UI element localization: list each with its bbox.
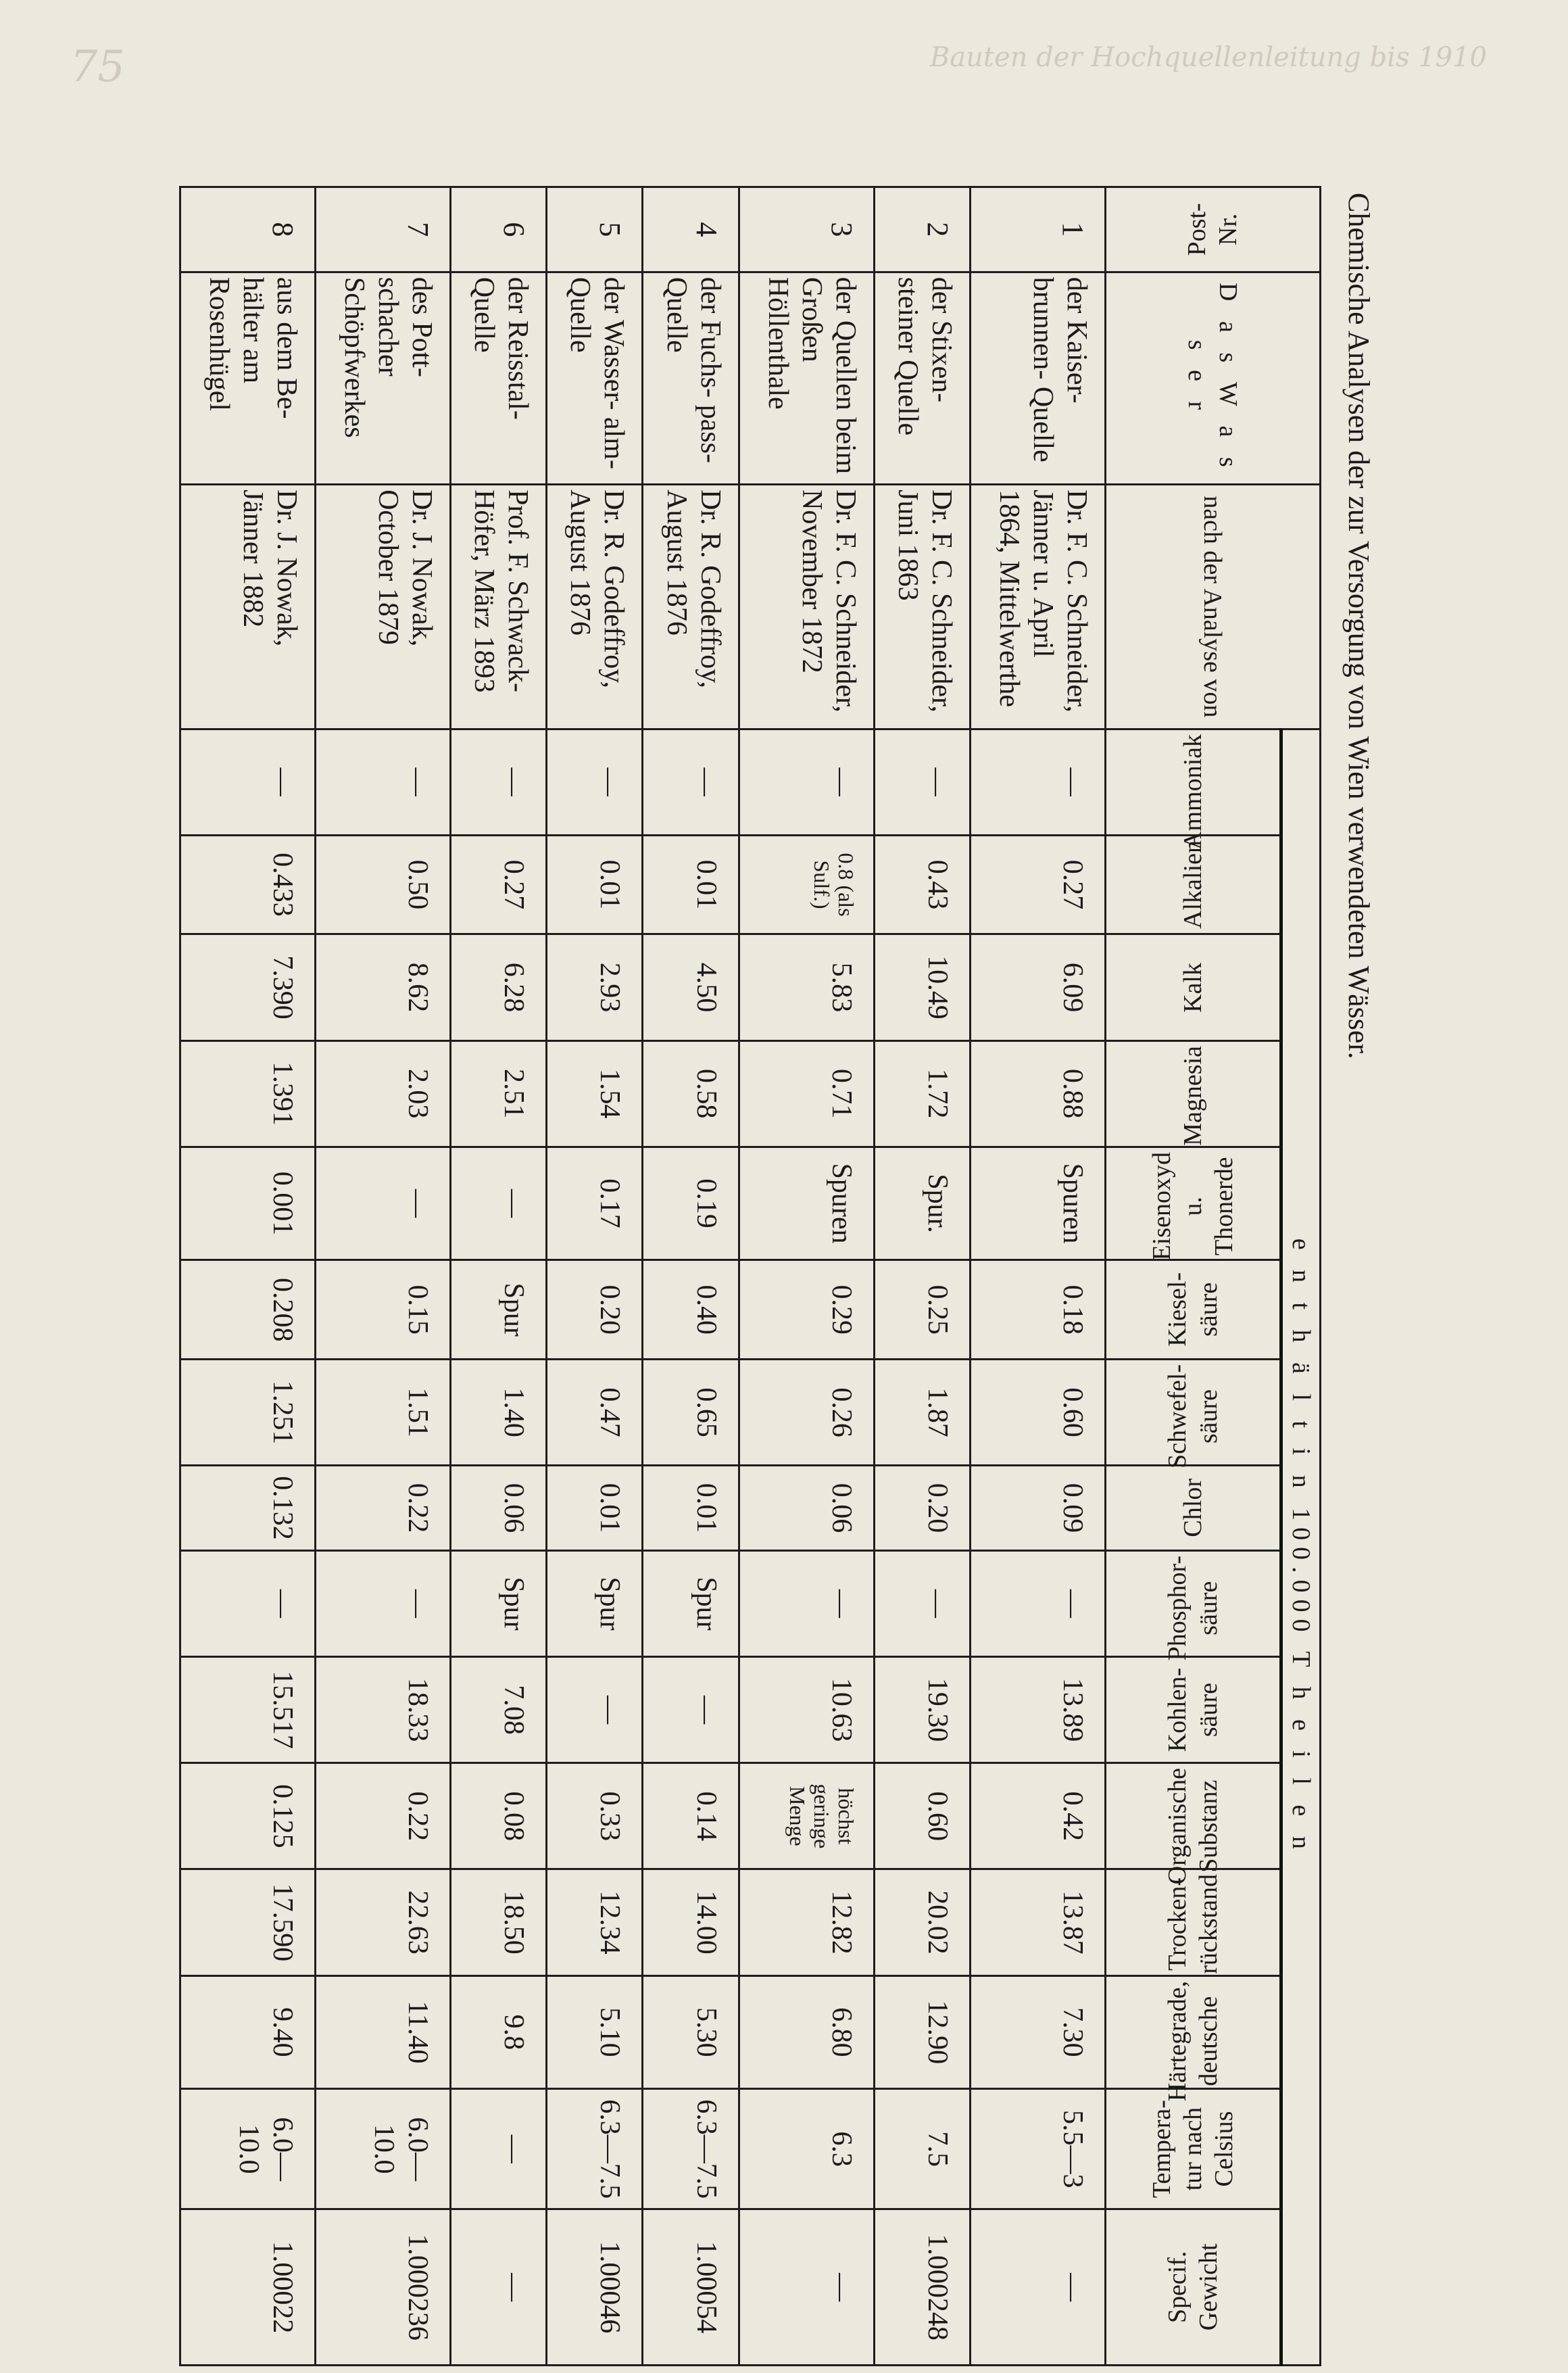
- value-cell: Spuren: [739, 1147, 874, 1260]
- header-das-wasser: D a s W a s s e r: [1106, 272, 1321, 484]
- value-cell: 0.22: [316, 1763, 451, 1869]
- value-cell: 0.71: [739, 1040, 874, 1147]
- value-cell: 2.93: [547, 934, 643, 1040]
- analysis-by: Dr. J. Nowak, October 1879: [316, 485, 451, 729]
- value-cell: 0.01: [547, 1466, 643, 1551]
- value-cell: 22.63: [316, 1869, 451, 1975]
- rotated-table-container: [176, 186, 1382, 2366]
- header-post-nr: Post-Nr.: [1106, 187, 1321, 272]
- value-cell: Spuren: [970, 1147, 1105, 1260]
- table-row: [739, 187, 874, 2366]
- value-cell: 1.00054: [643, 2209, 739, 2366]
- value-cell: 0.14: [643, 1763, 739, 1869]
- value-cell: 1.72: [874, 1040, 970, 1147]
- value-cell: 1.00046: [547, 2209, 643, 2366]
- value-cell: Spur: [451, 1550, 547, 1656]
- value-cell: 2.03: [316, 1040, 451, 1147]
- value-cell: —: [316, 1147, 451, 1260]
- value-cell: 5.30: [643, 1975, 739, 2089]
- value-cell: 12.90: [874, 1975, 970, 2089]
- value-cell: 5.5—3: [970, 2089, 1105, 2209]
- value-cell: 0.18: [970, 1260, 1105, 1360]
- value-cell: 0.20: [874, 1466, 970, 1551]
- table-row: [180, 187, 316, 2366]
- analysis-by: Dr. R. Godeffroy, August 1876: [643, 485, 739, 729]
- value-cell: —: [739, 2209, 874, 2366]
- table-row: [643, 187, 739, 2366]
- value-cell: —: [643, 1657, 739, 1763]
- value-cell: 1.00022: [180, 2209, 316, 2366]
- value-cell: 0.27: [970, 835, 1105, 934]
- value-cell: 0.88: [970, 1040, 1105, 1147]
- value-cell: 10.63: [739, 1657, 874, 1763]
- value-cell: 7.390: [180, 934, 316, 1040]
- column-header: Organische Substanz: [1106, 1763, 1281, 1869]
- analysis-by: Dr. R. Godeffroy, August 1876: [547, 485, 643, 729]
- water-source: des Pott- schacher Schöpfwerkes: [316, 272, 451, 484]
- value-cell: 17.590: [180, 1869, 316, 1975]
- value-cell: 6.3—7.5: [643, 2089, 739, 2209]
- value-cell: Spur: [451, 1260, 547, 1360]
- column-header: Eisenoxyd u. Thonerde: [1106, 1147, 1281, 1260]
- value-cell: —: [316, 729, 451, 835]
- water-source: aus dem Be- hälter am Rosenhügel: [180, 272, 316, 484]
- value-cell: 6.0—10.0: [316, 2089, 451, 2209]
- value-cell: 20.02: [874, 1869, 970, 1975]
- column-header: Trocken- rückstand: [1106, 1869, 1281, 1975]
- value-cell: 0.433: [180, 835, 316, 934]
- value-cell: 0.29: [739, 1260, 874, 1360]
- header-enthaelt: e n t h ä l t i n 100.000 T h e i l e n: [1281, 729, 1321, 2365]
- value-cell: 1.251: [180, 1360, 316, 1466]
- row-number: 1: [970, 187, 1105, 272]
- table-row: [316, 187, 451, 2366]
- value-cell: 0.132: [180, 1466, 316, 1551]
- water-source: der Stixen- steiner Quelle: [874, 272, 970, 484]
- value-cell: —: [180, 729, 316, 835]
- row-number: 8: [180, 187, 316, 272]
- row-number: 7: [316, 187, 451, 272]
- value-cell: 8.62: [316, 934, 451, 1040]
- value-cell: 0.58: [643, 1040, 739, 1147]
- value-cell: —: [180, 1550, 316, 1656]
- value-cell: 11.40: [316, 1975, 451, 2089]
- value-cell: —: [970, 2209, 1105, 2366]
- column-header: Kohlen- säure: [1106, 1657, 1281, 1763]
- value-cell: 9.8: [451, 1975, 547, 2089]
- value-cell: 7.5: [874, 2089, 970, 2209]
- value-cell: 0.65: [643, 1360, 739, 1466]
- value-cell: 4.50: [643, 934, 739, 1040]
- value-cell: —: [451, 729, 547, 835]
- water-source: der Kaiser- brunnen- Quelle: [970, 272, 1105, 484]
- value-cell: 12.82: [739, 1869, 874, 1975]
- analysis-by: Dr. J. Nowak, Jänner 1882: [180, 485, 316, 729]
- value-cell: 15.517: [180, 1657, 316, 1763]
- value-cell: 6.3: [739, 2089, 874, 2209]
- row-number: 5: [547, 187, 643, 272]
- value-cell: —: [451, 2089, 547, 2209]
- value-cell: 0.09: [970, 1466, 1105, 1551]
- value-cell: 1.391: [180, 1040, 316, 1147]
- value-cell: 1.000248: [874, 2209, 970, 2366]
- value-cell: 0.60: [970, 1360, 1105, 1466]
- value-cell: 6.0—10.0: [180, 2089, 316, 2209]
- water-source: der Quellen beim Großen Höllenthale: [739, 272, 874, 484]
- value-cell: 0.06: [451, 1466, 547, 1551]
- value-cell: 19.30: [874, 1657, 970, 1763]
- value-cell: 13.89: [970, 1657, 1105, 1763]
- header-nach-analyse: nach der Analyse von: [1106, 485, 1321, 729]
- column-header: Phosphor- säure: [1106, 1550, 1281, 1656]
- value-cell: 12.34: [547, 1869, 643, 1975]
- value-cell: —: [643, 729, 739, 835]
- analysis-by: Dr. F. C. Schneider, Juni 1863: [874, 485, 970, 729]
- column-header: Magnesia: [1106, 1040, 1281, 1147]
- value-cell: 9.40: [180, 1975, 316, 2089]
- column-header: Tempera- tur nach Celsius: [1106, 2089, 1281, 2209]
- value-cell: 6.3—7.5: [547, 2089, 643, 2209]
- value-cell: —: [547, 1657, 643, 1763]
- value-cell: 0.40: [643, 1260, 739, 1360]
- column-header: Alkalien: [1106, 835, 1281, 934]
- value-cell: 14.00: [643, 1869, 739, 1975]
- value-cell: 0.8 (als Sulf.): [739, 835, 874, 934]
- value-cell: 0.208: [180, 1260, 316, 1360]
- value-cell: —: [874, 729, 970, 835]
- row-number: 3: [739, 187, 874, 272]
- value-cell: 1.54: [547, 1040, 643, 1147]
- value-cell: Spur.: [874, 1147, 970, 1260]
- value-cell: 0.01: [547, 835, 643, 934]
- value-cell: —: [874, 1550, 970, 1656]
- value-cell: höchst geringe Menge: [739, 1763, 874, 1869]
- column-header: Kalk: [1106, 934, 1281, 1040]
- value-cell: 5.10: [547, 1975, 643, 2089]
- value-cell: Spur: [643, 1550, 739, 1656]
- value-cell: 0.001: [180, 1147, 316, 1260]
- value-cell: 6.28: [451, 934, 547, 1040]
- value-cell: 0.43: [874, 835, 970, 934]
- value-cell: 1.40: [451, 1360, 547, 1466]
- value-cell: —: [547, 729, 643, 835]
- value-cell: 0.06: [739, 1466, 874, 1551]
- value-cell: 0.27: [451, 835, 547, 934]
- value-cell: 13.87: [970, 1869, 1105, 1975]
- value-cell: 7.30: [970, 1975, 1105, 2089]
- value-cell: 1.000236: [316, 2209, 451, 2366]
- value-cell: 10.49: [874, 934, 970, 1040]
- value-cell: —: [739, 1550, 874, 1656]
- value-cell: 0.20: [547, 1260, 643, 1360]
- value-cell: 0.125: [180, 1763, 316, 1869]
- value-cell: 6.80: [739, 1975, 874, 2089]
- value-cell: —: [451, 2209, 547, 2366]
- column-header: Chlor: [1106, 1466, 1281, 1551]
- table-row: [874, 187, 970, 2366]
- ghost-page-number: 75: [70, 42, 125, 92]
- value-cell: 0.01: [643, 1466, 739, 1551]
- analysis-by: Dr. F. C. Schneider, Jänner u. April 1864, Mittelwerthe: [970, 485, 1105, 729]
- column-header: Specif. Gewicht: [1106, 2209, 1281, 2366]
- analysis-by: Prof. F. Schwack- Höfer, März 1893: [451, 485, 547, 729]
- value-cell: 0.60: [874, 1763, 970, 1869]
- value-cell: —: [970, 729, 1105, 835]
- value-cell: —: [316, 1550, 451, 1656]
- value-cell: 0.08: [451, 1763, 547, 1869]
- value-cell: 0.15: [316, 1260, 451, 1360]
- value-cell: 6.09: [970, 934, 1105, 1040]
- ghost-running-header: Bauten der Hochquellenleitung bis 1910: [929, 42, 1487, 73]
- value-cell: 0.19: [643, 1147, 739, 1260]
- value-cell: —: [739, 729, 874, 835]
- value-cell: —: [451, 1147, 547, 1260]
- row-number: 2: [874, 187, 970, 272]
- value-cell: 0.17: [547, 1147, 643, 1260]
- water-source: der Reisstal- Quelle: [451, 272, 547, 484]
- table-row: [451, 187, 547, 2366]
- value-cell: 0.33: [547, 1763, 643, 1869]
- value-cell: 0.01: [643, 835, 739, 934]
- analysis-table: [179, 186, 1321, 2366]
- table-row: [970, 187, 1105, 2366]
- row-number: 4: [643, 187, 739, 272]
- value-cell: 0.47: [547, 1360, 643, 1466]
- table-title: Chemische Analysen der zur Versorgung von Wien verwendeten Wässer.: [1342, 193, 1375, 1059]
- value-cell: 1.87: [874, 1360, 970, 1466]
- value-cell: 0.25: [874, 1260, 970, 1360]
- row-number: 6: [451, 187, 547, 272]
- value-cell: 0.26: [739, 1360, 874, 1466]
- water-source: der Fuchs- pass-Quelle: [643, 272, 739, 484]
- value-cell: 0.50: [316, 835, 451, 934]
- water-source: der Wasser- alm-Quelle: [547, 272, 643, 484]
- value-cell: 7.08: [451, 1657, 547, 1763]
- value-cell: 5.83: [739, 934, 874, 1040]
- table-row: [547, 187, 643, 2366]
- value-cell: 18.33: [316, 1657, 451, 1763]
- column-header: Kiesel- säure: [1106, 1260, 1281, 1360]
- value-cell: Spur: [547, 1550, 643, 1656]
- column-header: Ammoniak: [1106, 729, 1281, 835]
- value-cell: 1.51: [316, 1360, 451, 1466]
- value-cell: —: [970, 1550, 1105, 1656]
- column-header: Schwefel- säure: [1106, 1360, 1281, 1466]
- value-cell: 2.51: [451, 1040, 547, 1147]
- value-cell: 0.42: [970, 1763, 1105, 1869]
- analysis-by: Dr. F. C. Schneider, November 1872: [739, 485, 874, 729]
- value-cell: 0.22: [316, 1466, 451, 1551]
- column-header: Härtegrade, deutsche: [1106, 1975, 1281, 2089]
- value-cell: 18.50: [451, 1869, 547, 1975]
